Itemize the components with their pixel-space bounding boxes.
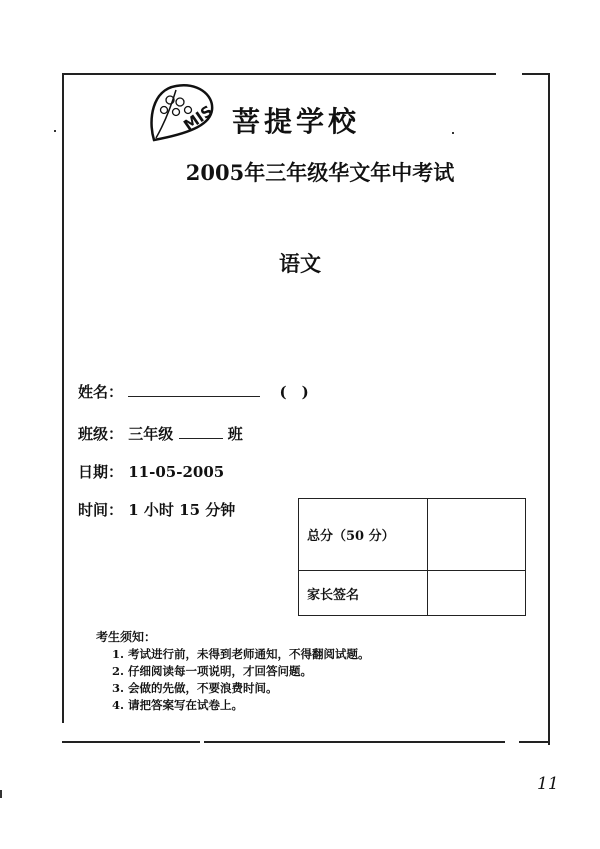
name-bracket: ( ) bbox=[279, 383, 309, 401]
page-frame-left bbox=[62, 73, 64, 723]
score-table bbox=[298, 498, 526, 616]
frame-gap bbox=[200, 738, 204, 744]
scan-speck bbox=[452, 132, 454, 134]
page-frame-top bbox=[62, 73, 550, 75]
table-row bbox=[299, 499, 526, 571]
instructions-heading: 考生须知： bbox=[96, 630, 157, 644]
scan-speck bbox=[54, 130, 56, 132]
total-score-field[interactable] bbox=[428, 499, 526, 571]
class-label: 班级： bbox=[78, 425, 124, 443]
exam-title: 2005年三年级华文年中考试 bbox=[185, 160, 455, 185]
page-frame-bottom bbox=[62, 741, 550, 743]
date-row bbox=[78, 461, 224, 482]
class-row bbox=[78, 423, 243, 444]
list-item: 1. 考试进行前，未得到老师通知，不得翻阅试题。 bbox=[112, 647, 370, 661]
date-value: 11-05-2005 bbox=[128, 463, 225, 481]
page-frame-right bbox=[548, 73, 550, 745]
parent-signature-field[interactable] bbox=[428, 571, 526, 616]
date-label: 日期： bbox=[78, 463, 124, 481]
class-grade: 三年级 bbox=[128, 425, 174, 443]
total-score-label: 总分（50 分） bbox=[299, 499, 428, 571]
list-item: 3. 会做的先做，不要浪费时间。 bbox=[112, 681, 278, 695]
parent-signature-label: 家长签名 bbox=[299, 571, 428, 616]
name-row bbox=[78, 381, 309, 402]
page-number: 11 bbox=[537, 774, 559, 794]
frame-gap bbox=[496, 70, 522, 76]
class-field[interactable] bbox=[179, 424, 223, 439]
list-item: 4. 请把答案写在试卷上。 bbox=[112, 698, 244, 712]
table-row bbox=[299, 571, 526, 616]
scan-speck bbox=[0, 790, 2, 798]
instructions-list bbox=[112, 646, 370, 714]
school-name: 菩提学校 bbox=[232, 105, 361, 138]
time-value: 1 小时 15 分钟 bbox=[128, 501, 236, 519]
logo-text: MIS bbox=[180, 101, 216, 135]
subject-title: 语文 bbox=[279, 251, 321, 276]
time-row bbox=[78, 499, 235, 520]
time-label: 时间： bbox=[78, 501, 124, 519]
name-label: 姓名： bbox=[78, 383, 124, 401]
list-item: 2. 仔细阅读每一项说明，才回答问题。 bbox=[112, 664, 313, 678]
name-field[interactable] bbox=[128, 382, 260, 397]
frame-gap bbox=[505, 738, 519, 744]
school-logo-icon bbox=[146, 80, 216, 144]
class-suffix: 班 bbox=[227, 425, 243, 443]
